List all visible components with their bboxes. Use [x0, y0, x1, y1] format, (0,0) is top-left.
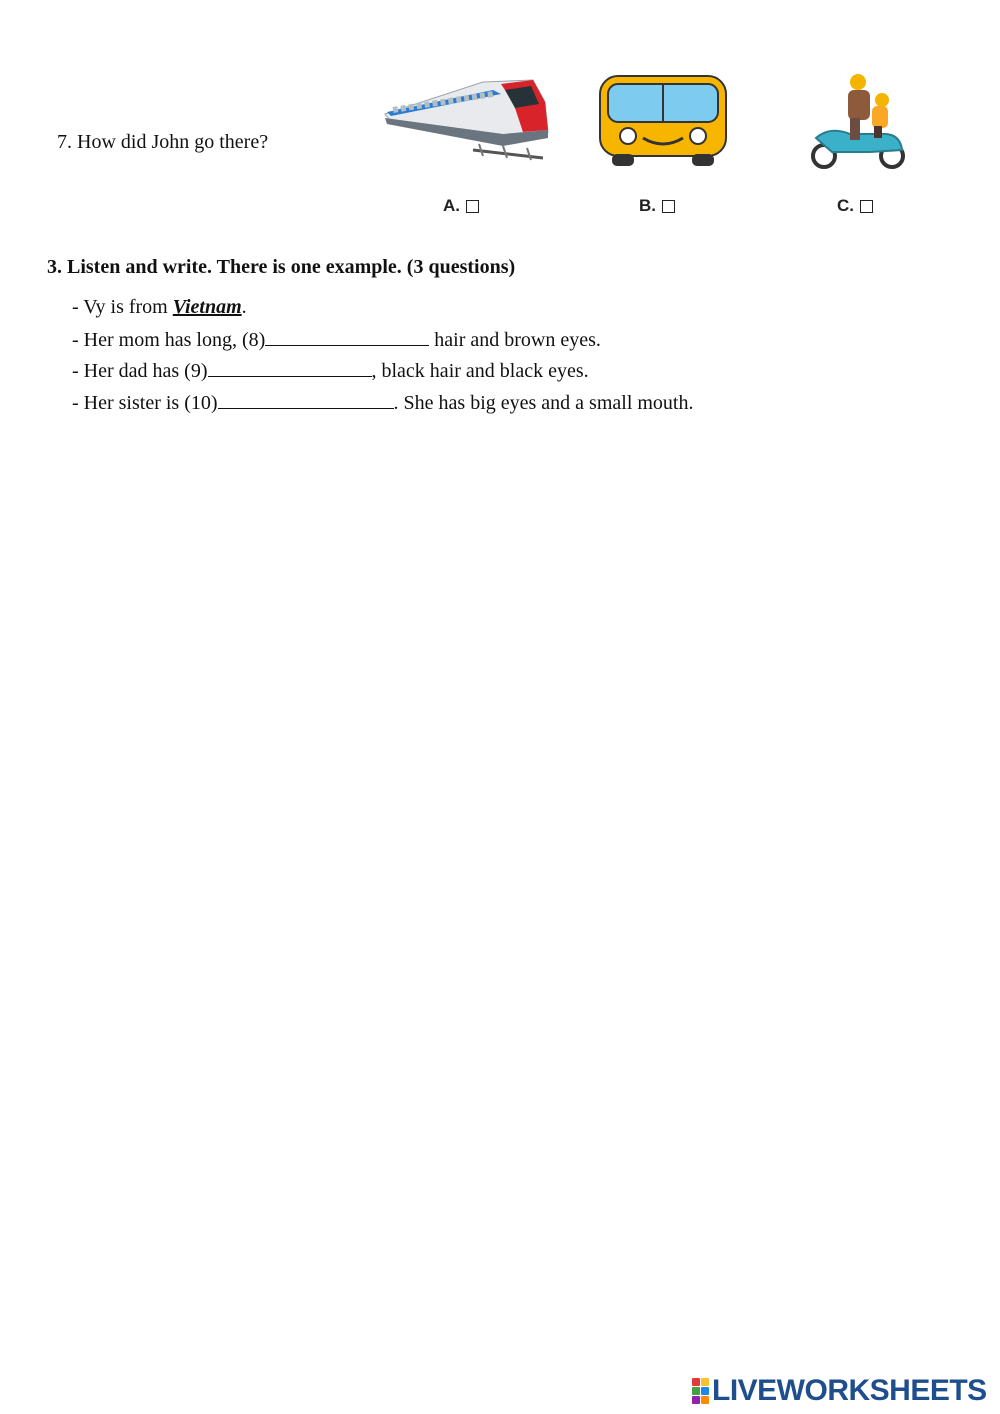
question-9-line [72, 358, 589, 383]
question-9-suffix: , black hair and black eyes. [371, 360, 589, 382]
example-line [72, 296, 247, 319]
option-a[interactable] [443, 196, 479, 216]
option-a-checkbox[interactable] [466, 200, 479, 213]
train-icon [383, 72, 549, 173]
answer-10-blank[interactable] [218, 390, 394, 409]
option-c[interactable] [837, 196, 873, 216]
option-b-checkbox[interactable] [662, 200, 675, 213]
option-c-checkbox[interactable] [860, 200, 873, 213]
section-3-title: 3. Listen and write. There is one example. (3 questions) [47, 256, 516, 278]
question-7-text: 7. How did John go there? [57, 131, 269, 153]
answer-9-blank[interactable] [208, 358, 372, 377]
option-b-label: B. [639, 196, 656, 215]
question-10-line [72, 390, 693, 415]
question-8-prefix: - Her mom has long, (8) [72, 329, 266, 351]
logo-grid-icon [692, 1378, 709, 1404]
logo-text: LIVEWORKSHEETS [712, 1374, 987, 1407]
liveworksheets-logo[interactable] [692, 1374, 987, 1408]
question-10-suffix: . She has big eyes and a small mouth. [393, 392, 694, 414]
answer-8-blank[interactable] [265, 327, 429, 346]
example-suffix: . [241, 296, 247, 318]
motorbike-icon [810, 72, 906, 175]
example-prefix: - Vy is from [72, 296, 173, 318]
question-8-line [72, 327, 601, 352]
question-9-prefix: - Her dad has (9) [72, 360, 208, 382]
option-b[interactable] [639, 196, 675, 216]
question-10-prefix: - Her sister is (10) [72, 392, 218, 414]
option-c-label: C. [837, 196, 854, 215]
example-answer: Vietnam [172, 296, 242, 318]
option-a-label: A. [443, 196, 460, 215]
bus-icon [598, 72, 728, 173]
question-8-suffix: hair and brown eyes. [429, 329, 601, 351]
